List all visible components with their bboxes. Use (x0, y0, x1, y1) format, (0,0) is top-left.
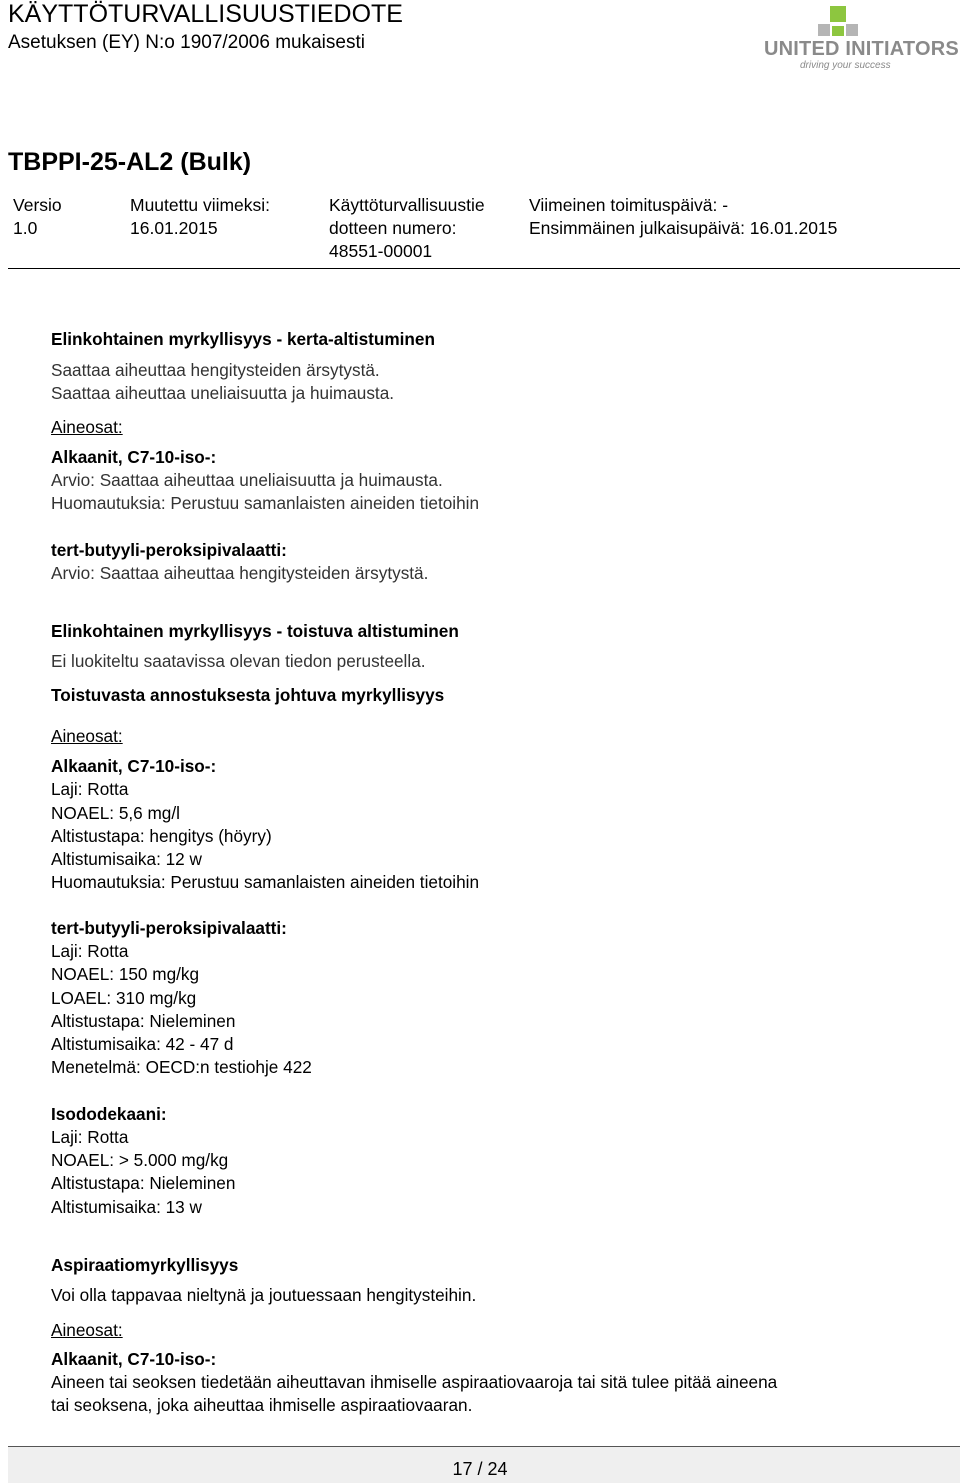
text-line: Aineen tai seoksen tiedetään aiheuttavan ihmiselle aspiraatiovaaroja tai sitä tulee pitää aineena (51, 1372, 778, 1392)
text-line: NOAEL: > 5.000 mg/kg (51, 1150, 229, 1170)
text-line: Voi olla tappavaa nieltynä ja joutuessaan hengitysteihin. (51, 1285, 477, 1305)
text-line: Laji: Rotta (51, 1127, 129, 1147)
logo-mark-icon (818, 6, 858, 36)
revised-label: Muutettu viimeksi: (130, 195, 271, 215)
version-value: 1.0 (13, 218, 38, 238)
text-line: Altistumisaika: 13 w (51, 1197, 202, 1217)
text-line: Menetelmä: OECD:n testiohje 422 (51, 1057, 312, 1077)
section-title-single-exposure: Elinkohtainen myrkyllisyys - kerta-altistuminen (51, 329, 435, 349)
version-block (13, 194, 62, 240)
text-line: Altistumisaika: 12 w (51, 849, 202, 869)
page-number: 17 / 24 (452, 1459, 508, 1479)
sds-number-label-2: dotteen numero: (329, 218, 457, 238)
text-line: Laji: Rotta (51, 941, 129, 961)
issue-dates-block (529, 194, 837, 240)
text-line: LOAEL: 310 mg/kg (51, 988, 197, 1008)
text-line: NOAEL: 150 mg/kg (51, 964, 200, 984)
document-title: KÄYTTÖTURVALLISUUSTIEDOTE (8, 0, 403, 28)
header-divider (8, 268, 960, 269)
component-name: tert-butyyli-peroksipivalaatti: (51, 540, 287, 560)
ingredients-heading: Aineosat: (51, 1320, 123, 1340)
logo-tagline: driving your success (800, 60, 891, 71)
revised-value: 16.01.2015 (130, 218, 218, 238)
component-name: Alkaanit, C7-10-iso-: (51, 756, 217, 776)
component-name: Alkaanit, C7-10-iso-: (51, 447, 217, 467)
text-line: Arvio: Saattaa aiheuttaa hengitysteiden ärsytystä. (51, 563, 429, 583)
text-line: Altistustapa: Nieleminen (51, 1011, 236, 1031)
text-line: Saattaa aiheuttaa uneliaisuutta ja huimausta. (51, 383, 395, 403)
sds-number-label-1: Käyttöturvallisuustie (329, 195, 485, 215)
last-issue-date: Viimeinen toimituspäivä: - (529, 195, 729, 215)
first-issue-date: Ensimmäinen julkaisupäivä: 16.01.2015 (529, 218, 838, 238)
ingredients-heading: Aineosat: (51, 417, 123, 437)
version-label: Versio (13, 195, 62, 215)
component-name: Isododekaani: (51, 1104, 167, 1124)
text-line: Laji: Rotta (51, 779, 129, 799)
text-line: Arvio: Saattaa aiheuttaa uneliaisuutta ja huimausta. (51, 470, 443, 490)
section-title-repeated-dose-toxicity: Toistuvasta annostuksesta johtuva myrkyllisyys (51, 685, 445, 705)
text-line: Ei luokiteltu saatavissa olevan tiedon perusteella. (51, 651, 426, 671)
text-line: tai seoksena, joka aiheuttaa ihmiselle aspiraatiovaaran. (51, 1395, 473, 1415)
revised-block (130, 194, 270, 240)
component-name: Alkaanit, C7-10-iso-: (51, 1349, 217, 1369)
text-line: Huomautuksia: Perustuu samanlaisten aineiden tietoihin (51, 872, 480, 892)
section-title-repeated-exposure: Elinkohtainen myrkyllisyys - toistuva altistuminen (51, 621, 459, 641)
ingredients-heading: Aineosat: (51, 726, 123, 746)
text-line: Altistustapa: hengitys (höyry) (51, 826, 272, 846)
product-name: TBPPI-25-AL2 (Bulk) (8, 148, 252, 176)
document-subtitle: Asetuksen (EY) N:o 1907/2006 mukaisesti (8, 32, 365, 53)
text-line: Saattaa aiheuttaa hengitysteiden ärsytystä. (51, 360, 380, 380)
text-line: NOAEL: 5,6 mg/l (51, 803, 180, 823)
footer-divider (8, 1446, 960, 1447)
section-title-aspiration: Aspiraatiomyrkyllisyys (51, 1255, 239, 1275)
text-line: Huomautuksia: Perustuu samanlaisten aineiden tietoihin (51, 493, 480, 513)
sds-number-value: 48551-00001 (329, 241, 433, 261)
component-name: tert-butyyli-peroksipivalaatti: (51, 918, 287, 938)
text-line: Altistumisaika: 42 - 47 d (51, 1034, 234, 1054)
sds-number-block (329, 194, 485, 263)
text-line: Altistustapa: Nieleminen (51, 1173, 236, 1193)
logo-wordmark: UNITED INITIATORS (764, 38, 959, 60)
